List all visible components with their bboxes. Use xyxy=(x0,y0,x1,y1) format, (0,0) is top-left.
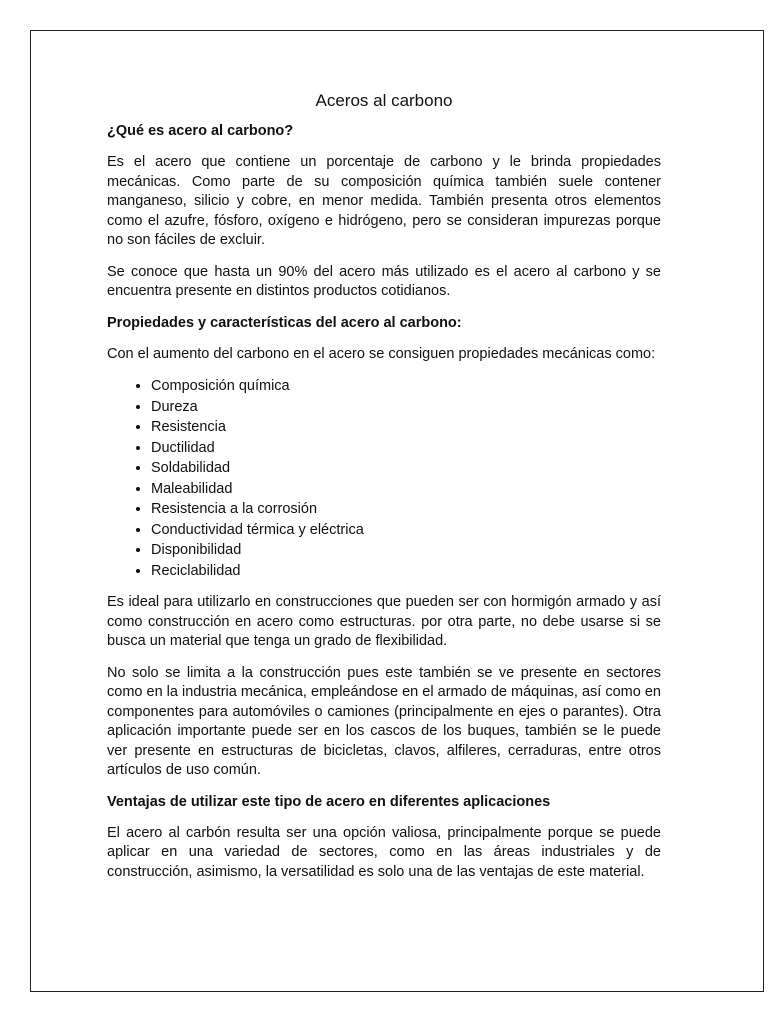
section-heading-properties: Propiedades y características del acero al carbono: xyxy=(107,314,462,331)
section-heading-advantages: Ventajas de utilizar este tipo de acero en diferentes aplicaciones xyxy=(107,793,551,810)
list-item: • Composición química xyxy=(151,376,661,397)
paragraph-construction-use: Es ideal para utilizarlo en construcciones que pueden ser con hormigón armado y así como construcción en acero como estructuras. por otra parte, no debe usarse si se busca un material que tenga un grado de flexibilidad. xyxy=(107,594,661,649)
list-item: • Reciclabilidad xyxy=(151,561,661,582)
list-item: • Conductividad térmica y eléctrica xyxy=(151,520,661,541)
paragraph-advantages: El acero al carbón resulta ser una opción valiosa, principalmente porque se puede aplicar en una variedad de sectores, como en las áreas industriales y de construcción, asimismo, la versatilidad es solo una de las ventajas de este material. xyxy=(107,824,661,880)
list-item: • Soldabilidad xyxy=(151,458,661,479)
paragraph-definition: Es el acero que contiene un porcentaje de carbono y le brinda propiedades mecánicas. Como parte de su composición química también suele contener manganeso, silicio y cobre, en menor medida. También presenta otros elementos como el azufre, fósforo, oxígeno e hidrógeno, pero se consideran impurezas porque no son fáciles de excluir. xyxy=(107,154,661,248)
paragraph-properties-intro: Con el aumento del carbono en el acero se consiguen propiedades mecánicas como: xyxy=(107,345,656,362)
document-body xyxy=(107,90,661,894)
properties-list xyxy=(107,376,661,581)
paragraph-usage-percentage: Se conoce que hasta un 90% del acero más utilizado es el acero al carbono y se encuentra presente en distintos productos cotidianos. xyxy=(107,263,661,299)
paragraph-industry-use: No solo se limita a la construcción pues este también se ve presente en sectores como en la industria mecánica, empleándose en el armado de máquinas, así como en componentes para automóviles o camiones (principalmente en ejes o parantes). Otra aplicación importante puede ser en los cascos de los buques, también se le puede ver presente en estructuras de bicicletas, clavos, alfileres, cerraduras, entre otros artículos de uso común. xyxy=(107,664,661,778)
document-title: Aceros al carbono xyxy=(315,91,453,110)
section-heading-what-is: ¿Qué es acero al carbono? xyxy=(107,123,294,139)
list-item: • Resistencia xyxy=(151,417,661,438)
list-item: • Ductilidad xyxy=(151,438,661,459)
list-item: • Dureza xyxy=(151,397,661,418)
list-item: • Disponibilidad xyxy=(151,540,661,561)
list-item: • Maleabilidad xyxy=(151,479,661,500)
list-item: • Resistencia a la corrosión xyxy=(151,499,661,520)
